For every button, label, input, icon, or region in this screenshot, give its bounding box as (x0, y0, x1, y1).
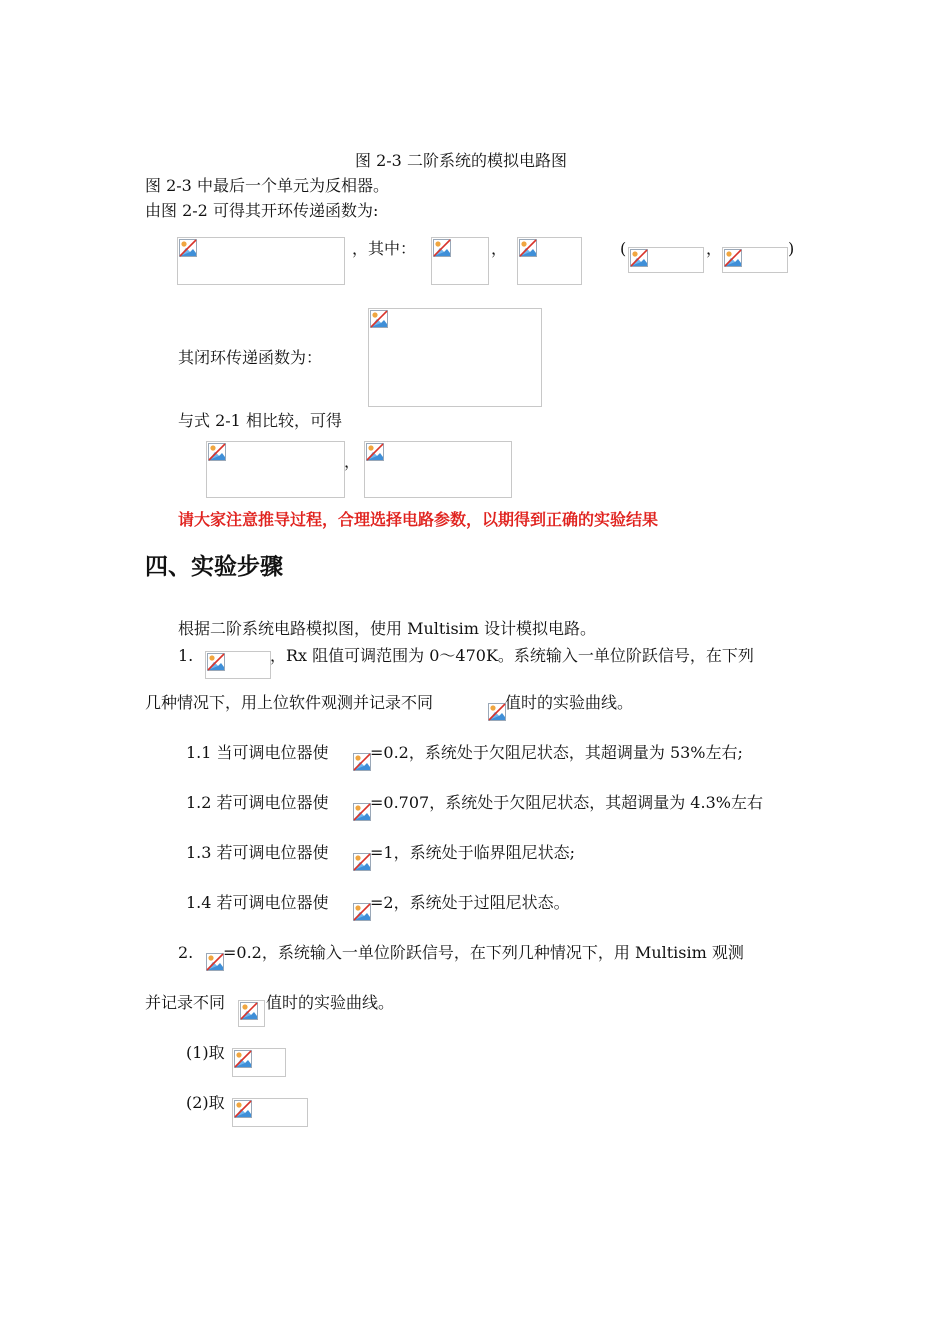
formula-image-closed-loop (368, 308, 542, 407)
formula-image-option-1 (232, 1048, 286, 1077)
step-intro: 根据二阶系统电路模拟图，使用 Multisim 设计模拟电路。 (178, 619, 597, 638)
step1-number: 1. (178, 646, 194, 665)
broken-image-icon (208, 443, 226, 461)
symbol-image-sub3 (352, 852, 371, 876)
symbol-image-step1 (487, 702, 506, 726)
formula-image-param-3 (628, 247, 704, 273)
broken-image-icon (433, 239, 451, 257)
formula-image-option-2 (232, 1098, 308, 1127)
step1-text-b-post: 值时的实验曲线。 (505, 693, 634, 712)
step2-text-b-pre: 并记录不同 (145, 993, 226, 1012)
step1-sub1-pre: 1.1 当可调电位器使 (186, 743, 329, 762)
step1-sub1-post: =0.2，系统处于欠阻尼状态，其超调量为 53%左右; (370, 743, 743, 762)
symbol-image-sub4 (352, 902, 371, 926)
text-comma-2: ， (706, 239, 723, 258)
step2-option-1: (1)取 (186, 1043, 225, 1062)
step2-option-2: (2)取 (186, 1093, 225, 1112)
symbol-image-sub1 (352, 752, 371, 776)
broken-image-icon (630, 249, 648, 267)
text-compare-comma: ， (344, 452, 361, 471)
broken-image-icon (370, 310, 388, 328)
formula-image-compare-2 (364, 441, 512, 498)
formula-image-param-1 (431, 237, 489, 285)
closed-loop-label: 其闭环传递函数为： (178, 348, 323, 367)
broken-image-icon (179, 239, 197, 257)
broken-image-icon (366, 443, 384, 461)
formula-image-param-2 (517, 237, 582, 285)
text-paren-close: ) (788, 239, 795, 258)
step1-text-b-pre: 几种情况下，用上位软件观测并记录不同 (145, 693, 434, 712)
broken-image-icon (234, 1100, 252, 1118)
step1-sub4-post: =2，系统处于过阻尼状态。 (370, 893, 570, 912)
step1-sub2-pre: 1.2 若可调电位器使 (186, 793, 329, 812)
broken-image-icon (353, 753, 371, 771)
step1-sub3-pre: 1.3 若可调电位器使 (186, 843, 329, 862)
step1-sub3-post: =1，系统处于临界阻尼状态; (370, 843, 575, 862)
broken-image-icon (724, 249, 742, 267)
broken-image-icon (240, 1002, 258, 1020)
compare-text: 与式 2-1 相比较，可得 (178, 411, 342, 430)
broken-image-icon (488, 703, 506, 721)
formula-image-open-loop (177, 237, 345, 285)
symbol-image-step2 (205, 952, 224, 976)
text-paren-open: ( (620, 239, 627, 258)
symbol-image-sub2 (352, 802, 371, 826)
step1-sub4-pre: 1.4 若可调电位器使 (186, 893, 329, 912)
broken-image-icon (353, 803, 371, 821)
broken-image-icon (206, 953, 224, 971)
section-heading: 四、实验步骤 (145, 554, 283, 580)
text-comma: ， (491, 239, 508, 258)
broken-image-icon (234, 1050, 252, 1068)
note-red: 请大家注意推导过程，合理选择电路参数，以期得到正确的实验结果 (178, 510, 659, 529)
formula-image-compare-1 (206, 441, 345, 498)
paragraph-open-loop: 由图 2-2 可得其开环传递函数为: (145, 201, 379, 220)
step2-number: 2. (178, 943, 194, 962)
symbol-image-step2b (238, 1000, 265, 1027)
step1-sub2-post: =0.707，系统处于欠阻尼状态，其超调量为 4.3%左右 (370, 793, 763, 812)
broken-image-icon (353, 853, 371, 871)
text-qizhong: ，其中： (352, 239, 417, 258)
formula-image-param-4 (722, 247, 788, 273)
step2-text-a: =0.2，系统输入一单位阶跃信号，在下列几种情况下，用 Multisim 观测 (223, 943, 744, 962)
step2-text-b-post: 值时的实验曲线。 (266, 993, 395, 1012)
paragraph-inverter: 图 2-3 中最后一个单元为反相器。 (145, 176, 389, 195)
formula-image-step1 (205, 651, 271, 679)
broken-image-icon (353, 903, 371, 921)
broken-image-icon (207, 653, 225, 671)
step1-text-a: ，Rx 阻值可调范围为 0～470K。系统输入一单位阶跃信号，在下列 (270, 646, 754, 665)
broken-image-icon (519, 239, 537, 257)
figure-caption: 图 2-3 二阶系统的模拟电路图 (355, 151, 567, 170)
